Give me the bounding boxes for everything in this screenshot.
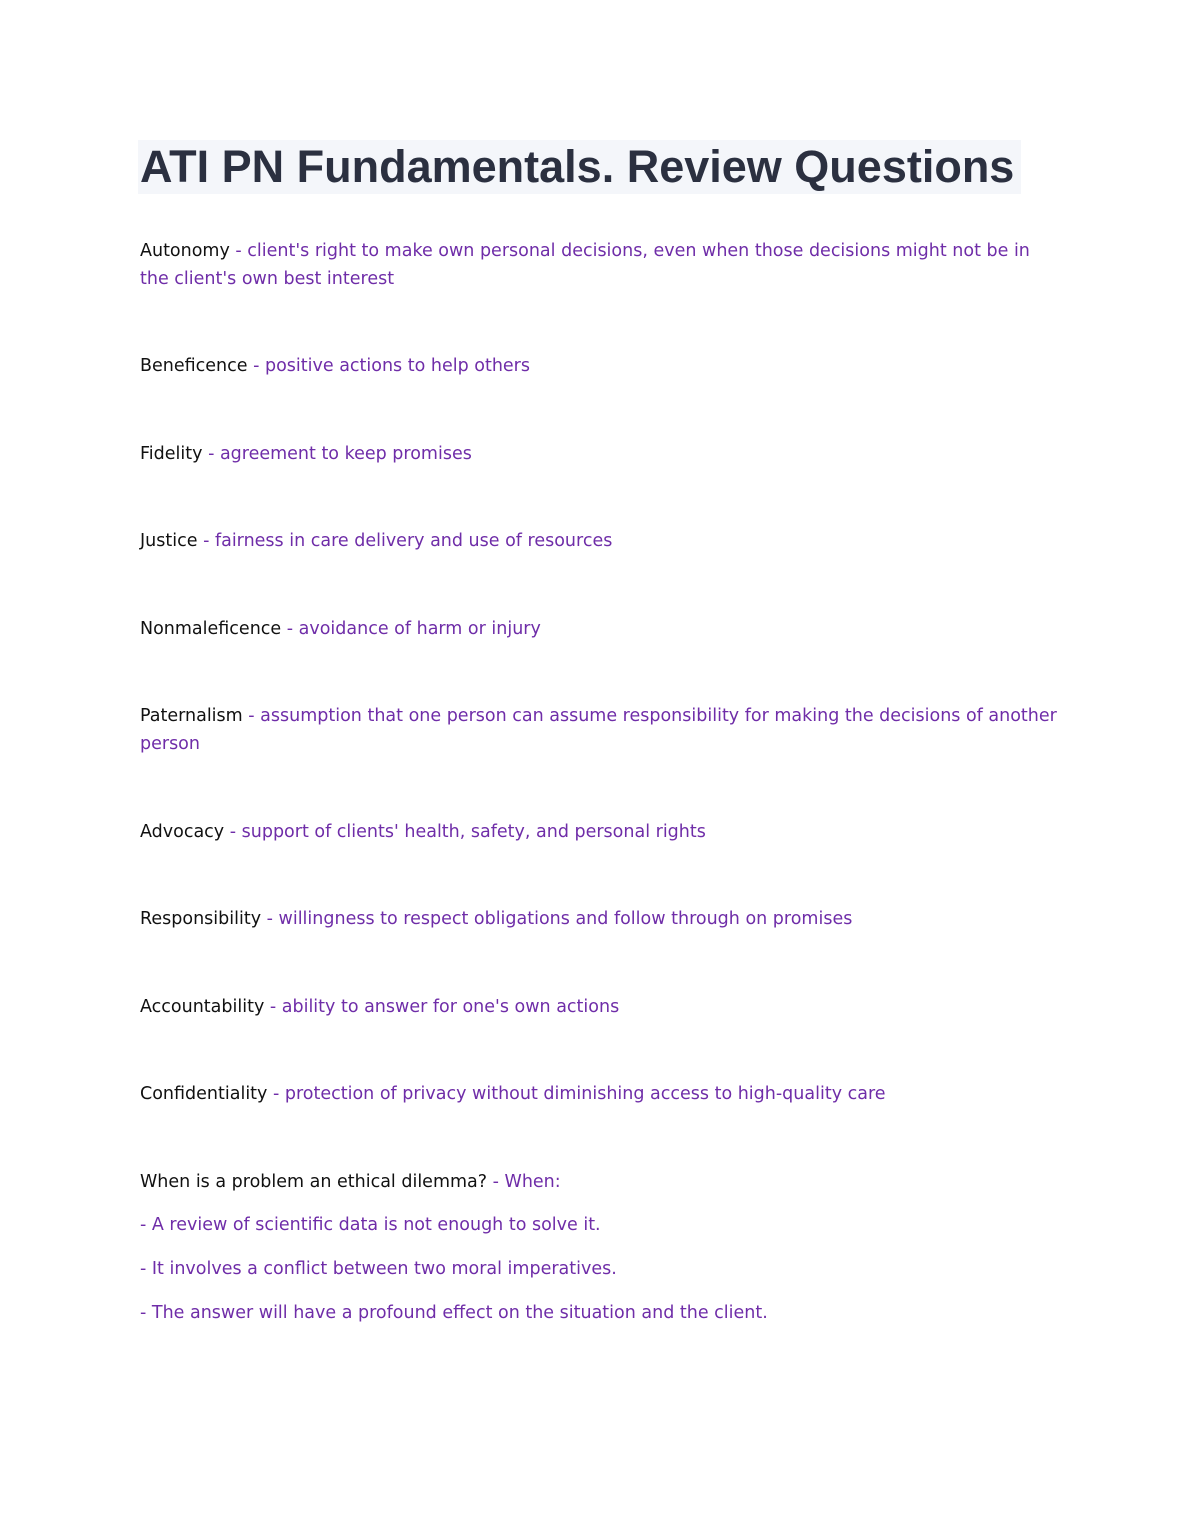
- entry-definition: - willingness to respect obligations and follow through on promises: [266, 909, 853, 929]
- entry-ethical-dilemma: [140, 1168, 1060, 1196]
- document-title: ATI PN Fundamentals. Review Questions: [138, 140, 1021, 194]
- entry-term: Beneficence: [140, 356, 248, 376]
- entry-definition: - fairness in care delivery and use of resources: [203, 531, 613, 551]
- dilemma-point: - The answer will have a profound effect on the situation and the client.: [140, 1303, 768, 1323]
- entry-autonomy: [140, 237, 1060, 293]
- entry-advocacy: [140, 818, 1060, 846]
- entry-term: Advocacy: [140, 822, 225, 842]
- entry-accountability: [140, 993, 1060, 1021]
- entry-term: Accountability: [140, 997, 265, 1017]
- entry-term: Confidentiality: [140, 1084, 268, 1104]
- entry-term: Paternalism: [140, 706, 243, 726]
- entry-definition: - assumption that one person can assume responsibility for making the decisions of another person: [140, 706, 1057, 754]
- entry-definition: - client's right to make own personal decisions, even when those decisions might not be in the client's own best interest: [140, 241, 1030, 289]
- entry-term: Responsibility: [140, 909, 262, 929]
- dilemma-question: When is a problem an ethical dilemma?: [140, 1172, 488, 1192]
- entry-term: Nonmaleficence: [140, 619, 282, 639]
- entry-justice: [140, 527, 1060, 555]
- entry-definition: - support of clients' health, safety, and personal rights: [229, 822, 706, 842]
- entry-responsibility: [140, 905, 1060, 933]
- entry-term: Fidelity: [140, 444, 203, 464]
- dilemma-point: - A review of scientific data is not enough to solve it.: [140, 1215, 601, 1235]
- dilemma-point: - It involves a conflict between two moral imperatives.: [140, 1259, 617, 1279]
- entry-definition: - avoidance of harm or injury: [286, 619, 541, 639]
- dilemma-lead: - When:: [492, 1172, 561, 1192]
- entry-fidelity: [140, 440, 1060, 468]
- entry-definition: - agreement to keep promises: [208, 444, 472, 464]
- entry-paternalism: [140, 702, 1060, 758]
- entry-nonmaleficence: [140, 615, 1060, 643]
- entry-definition: - protection of privacy without diminishing access to high-quality care: [272, 1084, 886, 1104]
- entry-term: Justice: [140, 531, 198, 551]
- entry-confidentiality: [140, 1080, 1060, 1108]
- entry-definition: - positive actions to help others: [253, 356, 530, 376]
- entry-definition: - ability to answer for one's own actions: [269, 997, 620, 1017]
- entry-term: Autonomy: [140, 241, 230, 261]
- entry-beneficence: [140, 352, 1060, 380]
